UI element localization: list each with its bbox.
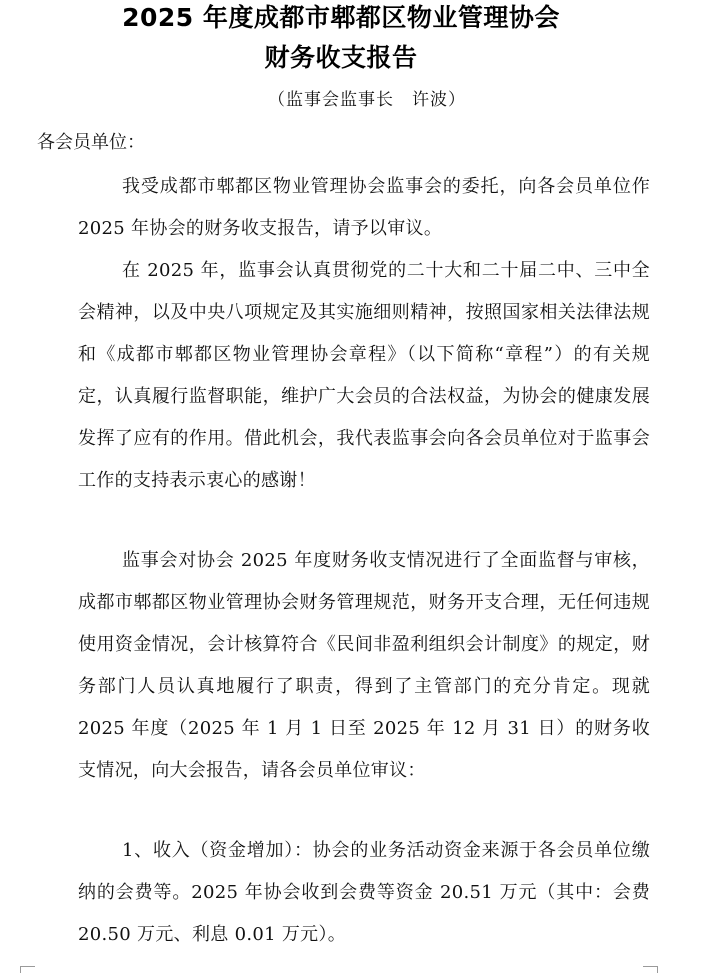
- page-corner-mark-right: [643, 966, 658, 973]
- paragraph-supervision-work: 在 2025 年，监事会认真贯彻党的二十大和二十届二中、三中全会精神，以及中央八项规定及其实施细则精神，按照国家相关法律法规和《成都市郫都区物业管理协会章程》（以下简称“章程”）的有关规定，认真履行监督职能，维护广大会员的合法权益，为协会的健康发展发挥了应有的作用。借此机会，我代表监事会向各会员单位对于监事会工作的支持表示衷心的感谢！: [78, 260, 650, 491]
- report-author: （监事会监事长 许波）: [268, 90, 466, 110]
- page-corner-mark-left: [20, 966, 35, 973]
- paragraph-income: 1、收入（资金增加）：协会的业务活动资金来源于各会员单位缴纳的会费等。2025 年协会收到会费等资金 20.51 万元（其中：会费 20.50 万元、利息 0.01 万元）。: [78, 840, 650, 945]
- salutation: 各会员单位：: [37, 132, 145, 153]
- paragraph-intro: 我受成都市郫都区物业管理协会监事会的委托，向各会员单位作 2025 年协会的财务收支报告，请予以审议。: [78, 176, 650, 239]
- report-title-line-2: 财务收支报告: [264, 43, 418, 72]
- report-title-line-1: 2025 年度成都市郫都区物业管理协会: [122, 3, 560, 32]
- paragraph-financial-review: 监事会对协会 2025 年度财务收支情况进行了全面监督与审核，成都市郫都区物业管理协会财务管理规范，财务开支合理，无任何违规使用资金情况，会计核算符合《民间非盈利组织会计制度》的规定，财务部门人员认真地履行了职责，得到了主管部门的充分肯定。现就 2025 年度（2025 年 1 月 1 日至 2025 年 12 月 31 日）的财务收支情况，向大会报告，请各会员单位审议：: [78, 550, 650, 781]
